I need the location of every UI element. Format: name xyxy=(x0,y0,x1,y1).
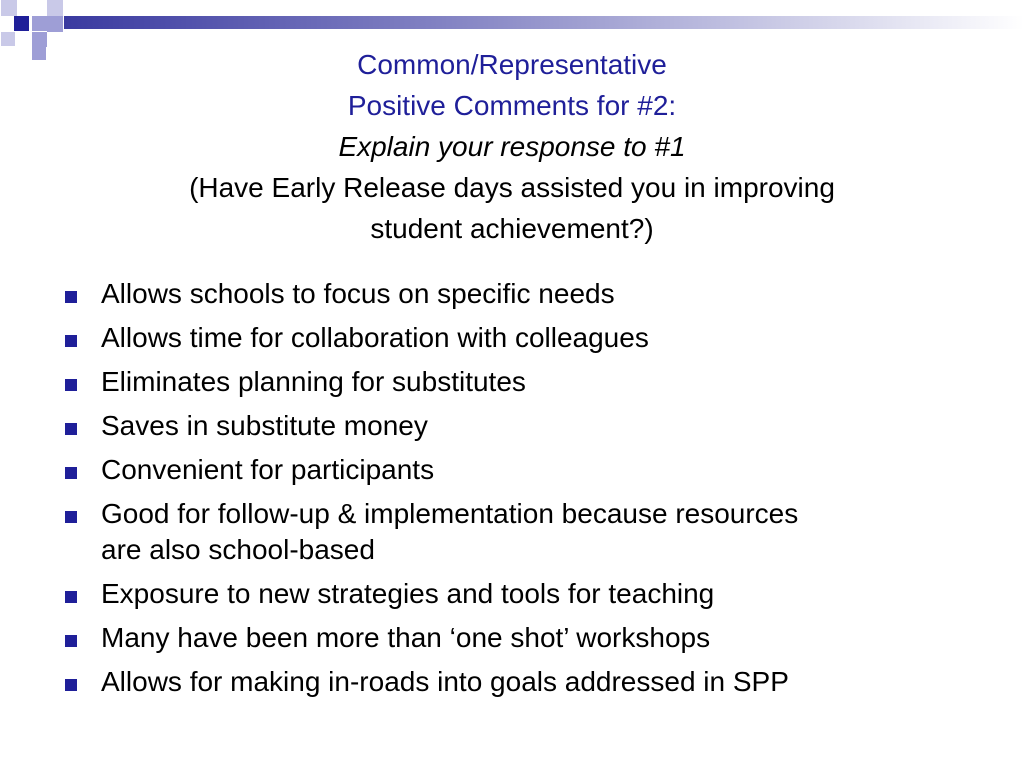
list-item xyxy=(62,320,982,356)
list-item xyxy=(62,364,982,400)
header-gradient-bar xyxy=(64,16,1024,29)
bullet-text: Eliminates planning for substitutes xyxy=(101,366,526,397)
list-item xyxy=(62,620,982,656)
square-bullet-icon xyxy=(65,679,77,691)
square-bullet-icon xyxy=(65,335,77,347)
square-bullet-icon xyxy=(65,635,77,647)
square-bullet-icon xyxy=(65,591,77,603)
slide-title xyxy=(60,44,964,249)
bullet-text: Many have been more than ‘one shot’ workshops xyxy=(101,622,711,653)
list-item xyxy=(62,576,982,612)
square-bullet-icon xyxy=(65,423,77,435)
list-item xyxy=(62,496,982,568)
square-bullet-icon xyxy=(65,379,77,391)
square-bullet-icon xyxy=(65,291,77,303)
bullet-text: Good for follow-up & implementation because resources xyxy=(101,498,799,529)
list-item xyxy=(62,664,982,700)
list-item xyxy=(62,276,982,312)
bullet-text: Convenient for participants xyxy=(101,454,435,485)
title-line-4: (Have Early Release days assisted you in improving xyxy=(189,172,835,203)
bullet-text: Allows for making in-roads into goals addressed in SPP xyxy=(101,666,789,697)
bullet-text: Allows schools to focus on specific needs xyxy=(101,278,615,309)
title-line-2: Positive Comments for #2: xyxy=(347,90,677,121)
list-item xyxy=(62,452,982,488)
square-bullet-icon xyxy=(65,511,77,523)
square-bullet-icon xyxy=(65,467,77,479)
bullet-text: Allows time for collaboration with colleagues xyxy=(101,322,649,353)
title-line-1: Common/Representative xyxy=(357,49,667,80)
bullet-list xyxy=(62,276,982,708)
list-item xyxy=(62,408,982,444)
title-line-3: Explain your response to #1 xyxy=(338,131,686,162)
bullet-text-continued: are also school-based xyxy=(101,534,375,565)
title-line-5: student achievement?) xyxy=(370,213,654,244)
bullet-text: Exposure to new strategies and tools for teaching xyxy=(101,578,715,609)
bullet-text: Saves in substitute money xyxy=(101,410,428,441)
squares-decoration-icon xyxy=(1,0,63,60)
